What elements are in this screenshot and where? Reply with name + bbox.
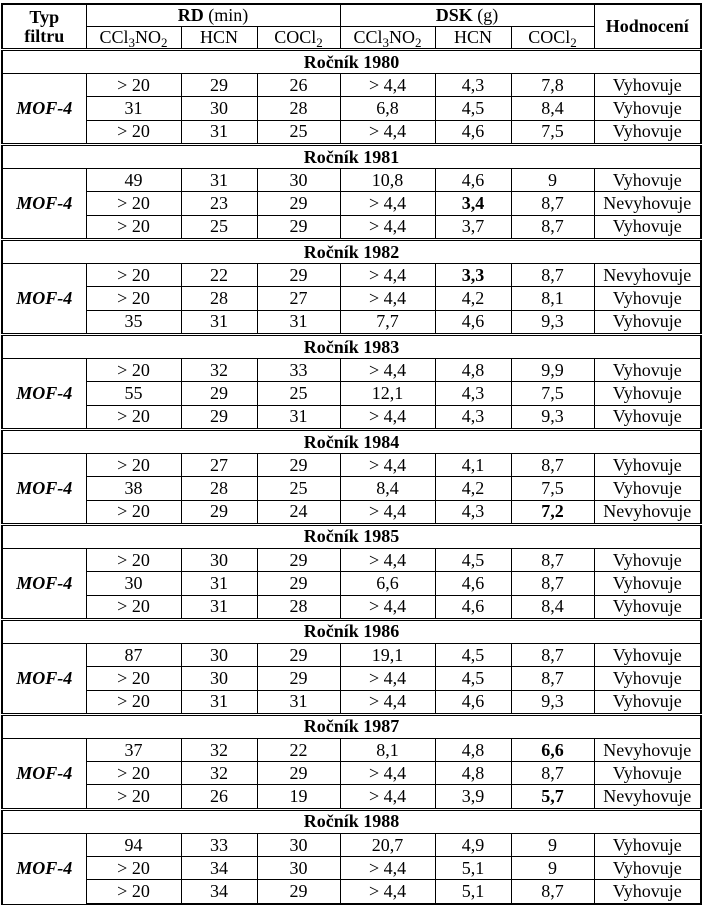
rd-value-cell: 29	[257, 192, 340, 215]
dsk-value-cell: > 4,4	[340, 549, 435, 572]
dsk-value-cell: 4,8	[435, 739, 511, 762]
rd-value-cell: 29	[257, 762, 340, 785]
rd-value-cell: 30	[181, 667, 257, 690]
table-row	[2, 739, 701, 762]
dsk-value-cell: 9,9	[511, 359, 594, 382]
dsk-value-cell: > 4,4	[340, 120, 435, 144]
dsk-value-cell: 4,6	[435, 120, 511, 144]
rd-value-cell: 29	[257, 215, 340, 239]
rd-value-cell: > 20	[86, 120, 181, 144]
dsk-value-cell: 4,2	[435, 477, 511, 500]
dsk-value-cell: 3,9	[435, 785, 511, 809]
rd-value-cell: > 20	[86, 880, 181, 904]
rd-gas-cocl-header: COCl$_2$	[257, 27, 340, 50]
rd-value-cell: 31	[181, 690, 257, 714]
rd-value-cell: > 20	[86, 595, 181, 619]
verdict-cell: Vyhovuje	[594, 644, 701, 667]
dsk-gas-hcn-header: HCN	[435, 27, 511, 50]
table-row	[2, 215, 701, 239]
dsk-value-cell: > 4,4	[340, 857, 435, 880]
verdict-cell: Vyhovuje	[594, 477, 701, 500]
year-value: 1984	[363, 431, 400, 452]
verdict-header: Hodnocení	[594, 4, 701, 50]
table-row	[2, 785, 701, 809]
dsk-value-cell: 9,3	[511, 690, 594, 714]
dsk-value-cell: 4,5	[435, 549, 511, 572]
dsk-value-cell: > 4,4	[340, 880, 435, 904]
rd-value-cell: 55	[86, 382, 181, 405]
rd-value-cell: 29	[181, 500, 257, 524]
dsk-value-cell: > 4,4	[340, 287, 435, 310]
filter-type-cell: MOF-4	[2, 74, 86, 145]
filter-type-cell: MOF-4	[2, 834, 86, 904]
table-row	[2, 405, 701, 429]
verdict-cell: Vyhovuje	[594, 834, 701, 857]
year-row	[2, 50, 701, 74]
rd-value-cell: 27	[257, 287, 340, 310]
dsk-value-cell: 4,6	[435, 690, 511, 714]
dsk-value-cell: 9,3	[511, 405, 594, 429]
dsk-value-cell: > 4,4	[340, 785, 435, 809]
verdict-cell: Vyhovuje	[594, 880, 701, 904]
year-row	[2, 619, 701, 643]
dsk-value-cell: 10,8	[340, 169, 435, 192]
rd-value-cell: 25	[257, 477, 340, 500]
rd-value-cell: > 20	[86, 287, 181, 310]
verdict-cell: Vyhovuje	[594, 97, 701, 120]
rd-value-cell: 33	[181, 834, 257, 857]
dsk-value-cell: 3,7	[435, 215, 511, 239]
verdict-cell: Vyhovuje	[594, 762, 701, 785]
verdict-cell: Nevyhovuje	[594, 192, 701, 215]
rd-value-cell: 34	[181, 880, 257, 904]
rd-value-cell: 22	[181, 264, 257, 287]
filter-type-cell: MOF-4	[2, 549, 86, 620]
dsk-value-cell: 4,5	[435, 97, 511, 120]
rd-value-cell: > 20	[86, 549, 181, 572]
rd-value-cell: 87	[86, 644, 181, 667]
rd-value-cell: 30	[181, 549, 257, 572]
rd-value-cell: 29	[181, 74, 257, 97]
table-row	[2, 382, 701, 405]
year-row	[2, 429, 701, 453]
filter-type-cell: MOF-4	[2, 359, 86, 430]
table-row	[2, 595, 701, 619]
rd-value-cell: 31	[181, 595, 257, 619]
rd-value-cell: > 20	[86, 667, 181, 690]
rd-unit: (min)	[208, 5, 249, 25]
year-prefix: Ročník	[303, 811, 359, 832]
year-prefix: Ročník	[303, 51, 359, 72]
dsk-value-cell: 6,6	[511, 739, 594, 762]
dsk-value-cell: 8,4	[511, 595, 594, 619]
filter-type-cell: MOF-4	[2, 264, 86, 335]
dsk-value-cell: 9	[511, 169, 594, 192]
year-value: 1987	[363, 716, 400, 737]
table-row	[2, 644, 701, 667]
rd-value-cell: 25	[257, 120, 340, 144]
rd-value-cell: > 20	[86, 785, 181, 809]
year-prefix: Ročník	[303, 241, 359, 262]
dsk-value-cell: > 4,4	[340, 264, 435, 287]
rd-value-cell: 29	[181, 405, 257, 429]
dsk-value-cell: 20,7	[340, 834, 435, 857]
rd-value-cell: 26	[181, 785, 257, 809]
verdict-cell: Vyhovuje	[594, 359, 701, 382]
rd-value-cell: 29	[181, 382, 257, 405]
year-value: 1982	[363, 241, 400, 262]
year-value: 1981	[363, 146, 400, 167]
rd-value-cell: 31	[257, 405, 340, 429]
dsk-value-cell: 8,4	[511, 97, 594, 120]
rd-value-cell: 30	[86, 572, 181, 595]
dsk-value-cell: 7,5	[511, 120, 594, 144]
rd-value-cell: 30	[257, 857, 340, 880]
rd-value-cell: 28	[181, 477, 257, 500]
rd-value-cell: 35	[86, 310, 181, 334]
rd-value-cell: 28	[181, 287, 257, 310]
table-row	[2, 74, 701, 97]
rd-value-cell: 29	[257, 880, 340, 904]
year-row	[2, 239, 701, 263]
table-row	[2, 359, 701, 382]
dsk-value-cell: 8,7	[511, 192, 594, 215]
rd-value-cell: 30	[257, 834, 340, 857]
rd-value-cell: 30	[257, 169, 340, 192]
verdict-cell: Nevyhovuje	[594, 500, 701, 524]
dsk-value-cell: 3,4	[435, 192, 511, 215]
dsk-value-cell: > 4,4	[340, 454, 435, 477]
dsk-value-cell: 9	[511, 857, 594, 880]
year-prefix: Ročník	[303, 146, 359, 167]
table-row	[2, 549, 701, 572]
dsk-value-cell: 8,7	[511, 454, 594, 477]
dsk-value-cell: 4,9	[435, 834, 511, 857]
dsk-value-cell: 7,7	[340, 310, 435, 334]
table-row	[2, 834, 701, 857]
dsk-value-cell: 6,8	[340, 97, 435, 120]
filter-type-cell: MOF-4	[2, 169, 86, 240]
table-row	[2, 500, 701, 524]
table-row	[2, 192, 701, 215]
rd-value-cell: > 20	[86, 762, 181, 785]
dsk-value-cell: > 4,4	[340, 667, 435, 690]
dsk-value-cell: 4,2	[435, 287, 511, 310]
table-row	[2, 310, 701, 334]
table-row	[2, 287, 701, 310]
verdict-cell: Vyhovuje	[594, 667, 701, 690]
rd-value-cell: > 20	[86, 454, 181, 477]
dsk-value-cell: 4,6	[435, 595, 511, 619]
year-row	[2, 809, 701, 833]
table-row	[2, 477, 701, 500]
rd-value-cell: 38	[86, 477, 181, 500]
rd-value-cell: 19	[257, 785, 340, 809]
verdict-cell: Vyhovuje	[594, 310, 701, 334]
rd-value-cell: 29	[257, 644, 340, 667]
dsk-value-cell: 5,1	[435, 857, 511, 880]
table-row	[2, 667, 701, 690]
dsk-value-cell: 7,5	[511, 382, 594, 405]
verdict-cell: Vyhovuje	[594, 572, 701, 595]
verdict-cell: Vyhovuje	[594, 595, 701, 619]
dsk-value-cell: 6,6	[340, 572, 435, 595]
year-value: 1988	[363, 811, 400, 832]
dsk-value-cell: > 4,4	[340, 500, 435, 524]
verdict-cell: Vyhovuje	[594, 454, 701, 477]
dsk-value-cell: 12,1	[340, 382, 435, 405]
dsk-value-cell: 8,7	[511, 880, 594, 904]
year-value: 1986	[363, 621, 400, 642]
rd-value-cell: 49	[86, 169, 181, 192]
verdict-cell: Vyhovuje	[594, 690, 701, 714]
table-row	[2, 762, 701, 785]
dsk-value-cell: 5,1	[435, 880, 511, 904]
dsk-value-cell: 8,7	[511, 667, 594, 690]
rd-value-cell: > 20	[86, 74, 181, 97]
dsk-value-cell: 4,6	[435, 169, 511, 192]
dsk-value-cell: 4,3	[435, 500, 511, 524]
rd-value-cell: 23	[181, 192, 257, 215]
dsk-value-cell: 9	[511, 834, 594, 857]
table-row	[2, 97, 701, 120]
year-heading	[2, 334, 701, 358]
dsk-value-cell: 5,7	[511, 785, 594, 809]
dsk-value-cell: 8,7	[511, 264, 594, 287]
table-row	[2, 572, 701, 595]
dsk-unit: (g)	[477, 5, 499, 25]
dsk-value-cell: 7,2	[511, 500, 594, 524]
year-prefix: Ročník	[303, 336, 359, 357]
year-row	[2, 524, 701, 548]
dsk-value-cell: > 4,4	[340, 74, 435, 97]
rd-value-cell: 32	[181, 762, 257, 785]
dsk-value-cell: 4,3	[435, 74, 511, 97]
verdict-cell: Nevyhovuje	[594, 739, 701, 762]
rd-value-cell: 28	[257, 595, 340, 619]
dsk-value-cell: 4,6	[435, 310, 511, 334]
rd-value-cell: 31	[181, 572, 257, 595]
rd-value-cell: > 20	[86, 500, 181, 524]
verdict-cell: Nevyhovuje	[594, 264, 701, 287]
dsk-value-cell: 4,8	[435, 762, 511, 785]
rd-label: RD	[177, 5, 204, 25]
dsk-value-cell: 4,8	[435, 359, 511, 382]
rd-value-cell: 30	[181, 644, 257, 667]
verdict-cell: Vyhovuje	[594, 549, 701, 572]
rd-value-cell: 29	[257, 264, 340, 287]
verdict-cell: Vyhovuje	[594, 405, 701, 429]
verdict-cell: Vyhovuje	[594, 215, 701, 239]
rd-value-cell: 31	[181, 310, 257, 334]
dsk-value-cell: 8,1	[511, 287, 594, 310]
rd-value-cell: 30	[181, 97, 257, 120]
rd-value-cell: 25	[257, 382, 340, 405]
filter-type-cell: MOF-4	[2, 644, 86, 715]
year-prefix: Ročník	[303, 716, 359, 737]
rd-value-cell: 29	[257, 667, 340, 690]
dsk-value-cell: 3,3	[435, 264, 511, 287]
rd-value-cell: 32	[181, 739, 257, 762]
dsk-value-cell: 4,6	[435, 572, 511, 595]
year-prefix: Ročník	[303, 526, 359, 547]
year-row	[2, 334, 701, 358]
verdict-cell: Nevyhovuje	[594, 785, 701, 809]
dsk-value-cell: 4,5	[435, 667, 511, 690]
dsk-value-cell: > 4,4	[340, 192, 435, 215]
filter-type-cell: MOF-4	[2, 454, 86, 525]
year-heading	[2, 809, 701, 833]
filter-test-table	[1, 3, 702, 905]
year-prefix: Ročník	[303, 621, 359, 642]
verdict-cell: Vyhovuje	[594, 74, 701, 97]
rd-value-cell: > 20	[86, 264, 181, 287]
header-row-top	[2, 4, 701, 27]
dsk-value-cell: > 4,4	[340, 215, 435, 239]
dsk-value-cell: 8,4	[340, 477, 435, 500]
rd-gas-hcn-header: HCN	[181, 27, 257, 50]
year-heading	[2, 524, 701, 548]
year-row	[2, 144, 701, 168]
rd-value-cell: 27	[181, 454, 257, 477]
dsk-gas-cocl-header: COCl$_2$	[511, 27, 594, 50]
rd-value-cell: 31	[257, 310, 340, 334]
rd-value-cell: > 20	[86, 857, 181, 880]
rd-value-cell: > 20	[86, 215, 181, 239]
dsk-value-cell: 8,7	[511, 572, 594, 595]
dsk-value-cell: > 4,4	[340, 595, 435, 619]
table-row	[2, 690, 701, 714]
dsk-value-cell: 8,7	[511, 215, 594, 239]
table-body	[2, 50, 701, 905]
year-heading	[2, 50, 701, 74]
rd-value-cell: 24	[257, 500, 340, 524]
dsk-value-cell: 4,1	[435, 454, 511, 477]
rd-value-cell: > 20	[86, 405, 181, 429]
rd-value-cell: 34	[181, 857, 257, 880]
rd-group-header	[86, 4, 340, 27]
verdict-cell: Vyhovuje	[594, 857, 701, 880]
rd-value-cell: 29	[257, 572, 340, 595]
filter-type-cell: MOF-4	[2, 739, 86, 810]
dsk-value-cell: 8,7	[511, 549, 594, 572]
rd-value-cell: > 20	[86, 690, 181, 714]
year-prefix: Ročník	[303, 431, 359, 452]
rd-value-cell: 33	[257, 359, 340, 382]
filter-type-header-line2: filtru	[24, 25, 65, 46]
dsk-value-cell: 8,7	[511, 644, 594, 667]
year-value: 1980	[363, 51, 400, 72]
dsk-value-cell: > 4,4	[340, 762, 435, 785]
year-heading	[2, 239, 701, 263]
rd-value-cell: 94	[86, 834, 181, 857]
table-row	[2, 169, 701, 192]
filter-type-header	[2, 4, 86, 50]
rd-value-cell: 25	[181, 215, 257, 239]
rd-value-cell: 31	[86, 97, 181, 120]
table-row	[2, 857, 701, 880]
dsk-value-cell: 4,5	[435, 644, 511, 667]
dsk-value-cell: 19,1	[340, 644, 435, 667]
verdict-cell: Vyhovuje	[594, 287, 701, 310]
rd-value-cell: 28	[257, 97, 340, 120]
rd-value-cell: 31	[257, 690, 340, 714]
dsk-value-cell: 4,3	[435, 405, 511, 429]
rd-value-cell: 31	[181, 120, 257, 144]
rd-value-cell: 29	[257, 454, 340, 477]
dsk-value-cell: 8,7	[511, 762, 594, 785]
year-heading	[2, 714, 701, 738]
rd-value-cell: 29	[257, 549, 340, 572]
year-value: 1983	[363, 336, 400, 357]
rd-value-cell: 37	[86, 739, 181, 762]
rd-value-cell: > 20	[86, 192, 181, 215]
year-heading	[2, 429, 701, 453]
table-row	[2, 454, 701, 477]
year-heading	[2, 144, 701, 168]
dsk-label: DSK	[435, 5, 473, 25]
dsk-value-cell: > 4,4	[340, 405, 435, 429]
dsk-gas-cclno-header: $CCl_3NO_2$	[340, 27, 435, 50]
dsk-value-cell: > 4,4	[340, 690, 435, 714]
table-row	[2, 264, 701, 287]
year-row	[2, 714, 701, 738]
dsk-value-cell: 7,5	[511, 477, 594, 500]
rd-value-cell: 31	[181, 169, 257, 192]
filter-type-header-line1: Typ	[29, 6, 60, 27]
dsk-group-header	[340, 4, 594, 27]
dsk-value-cell: 9,3	[511, 310, 594, 334]
year-value: 1985	[363, 526, 400, 547]
year-heading	[2, 619, 701, 643]
verdict-cell: Vyhovuje	[594, 382, 701, 405]
verdict-cell: Vyhovuje	[594, 120, 701, 144]
dsk-value-cell: > 4,4	[340, 359, 435, 382]
rd-value-cell: 26	[257, 74, 340, 97]
rd-value-cell: > 20	[86, 359, 181, 382]
dsk-value-cell: 7,8	[511, 74, 594, 97]
rd-value-cell: 32	[181, 359, 257, 382]
dsk-value-cell: 8,1	[340, 739, 435, 762]
rd-gas-cclno-header: $CCl_3NO_2$	[86, 27, 181, 50]
verdict-cell: Vyhovuje	[594, 169, 701, 192]
dsk-value-cell: 4,3	[435, 382, 511, 405]
table-row	[2, 880, 701, 904]
table-row	[2, 120, 701, 144]
rd-value-cell: 22	[257, 739, 340, 762]
